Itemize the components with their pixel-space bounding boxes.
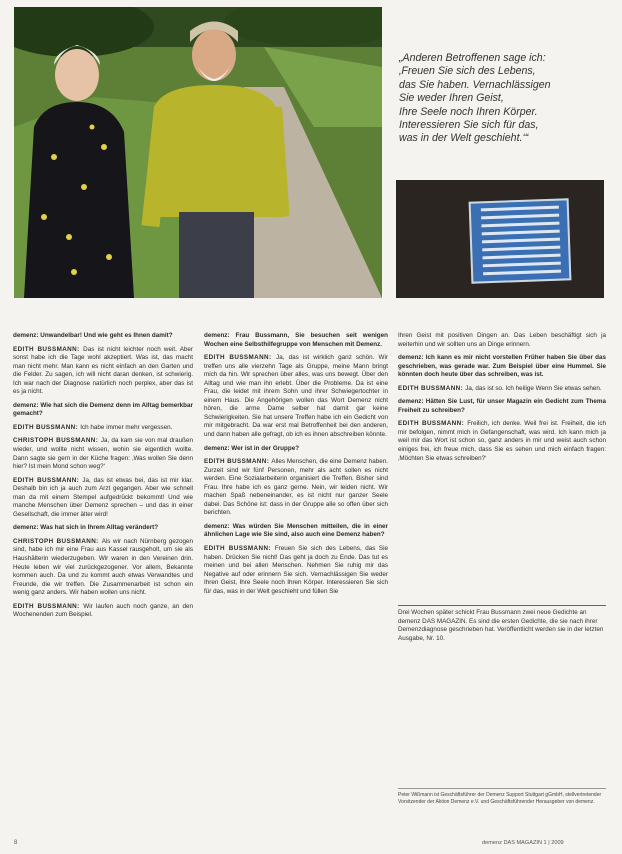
answer-text: Ich habe immer mehr vergessen. — [80, 423, 173, 431]
speaker-name: EDITH BUSSMANN: — [398, 420, 468, 428]
interview-answer — [13, 346, 193, 397]
quote-line: „Anderen Betroffenen sage ich: — [399, 52, 546, 64]
interview-question: demenz: Frau Bussmann, Sie besuchen seit wenigen Wochen eine Selbsthilfegruppe von Menschen mit Demenz. — [204, 332, 388, 348]
interview-answer — [204, 458, 388, 518]
editor-note: Drei Wochen später schickt Frau Bussmann zwei neue Gedichte an demenz DAS MAGAZIN. Es sind die ersten Gedichte, die sie nach ihrer Demenzdiagnose geschrieben hat. Veröffentlicht werden sie in der letzten Ausgabe, Nr. 10. — [398, 605, 606, 643]
answer-text: Ja, da kam sie von mal draußen wieder, und wollte nicht wissen, wohin sie eigentlich wollte. Dann sagte sie gern in der Küche fragen: ‚Was wollen Sie denn hier? Ist mein Mond schon weg?‘ — [13, 437, 193, 471]
answer-text: Ja, das ist etwas bei, das ist mir klar. Deshalb bin ich ja auch zum Arzt gegangen. Aber wie schnell man da mit einem Stempel aufgedrückt bekommt! Und wie manche Menschen über Demenz sprechen – und das in einer Gesellschaft, die immer älter wird! — [13, 476, 193, 518]
interview-answer — [398, 385, 606, 394]
article-column-3 — [398, 332, 606, 468]
quote-line: das Sie haben. Vernachlässigen — [399, 78, 551, 91]
answer-text: Freilich, ich denke. Weil frei ist. Freiheit, die ich mir befolgen, nimmt mich in Gefangenschaft, was wird. Ich kann mich ja weil mir das Wort ist schon so, ganz anders in mir und weist auch schon einiges frei, ich freue mich, dass Sie es sehen und mich einfach fragen: ‚Möchten Sie etwas schreiben?‘ — [398, 420, 606, 462]
interview-answer — [13, 477, 193, 520]
speaker-name: EDITH BUSSMANN: — [13, 423, 81, 431]
article-column-1 — [13, 332, 193, 625]
answer-text: Das ist nicht leichter noch weit. Aber sonst habe ich die Tage wohl akzeptiert. Was ist, das macht man nicht mehr. Man kann es nicht einfach an den Garten und die Felder. Zu sagen, ich will nicht daran denken, ist schwierig. Ich war nach der Diagnose natürlich noch perplex, aber das ist es ja nicht. — [13, 345, 193, 396]
interview-question: demenz: Ich kann es mir nicht vorstellen Früher haben Sie über das geschrieben, was gerade war. Zum Beispiel über eine Hummel. Sie könnten doch heute über das schreiben, was ist. — [398, 354, 606, 379]
interview-question: demenz: Wer ist in der Gruppe? — [204, 444, 300, 452]
interview-question: demenz: Hätten Sie Lust, für unser Magazin ein Gedicht zum Thema Freiheit zu schreiben? — [398, 398, 606, 414]
interview-question: demenz: Unwandelbar! Und wie geht es Ihnen damit? — [13, 332, 173, 339]
answer-text: Alles Menschen, die eine Demenz haben. Zurzeit sind wir fünf Personen, mehr als acht sollen es nicht werden. Eine Sozialarbeiterin organisiert die Treffen. Bisher sind Frau. Ihre habe ich es ganz gerne. Nein, wir leiden nicht. Wir machen Spaß nebeneinander, es ist nicht nur ganzer Seele dabei. Das Schöne ist: dass in der Gruppe alle so offen über sich berichten. — [204, 458, 388, 517]
speaker-name: EDITH BUSSMANN: — [204, 354, 277, 362]
interview-answer — [13, 538, 193, 598]
answer-text: Ja, das ist so. Ich heilige Wenn Sie etwas sehen. — [465, 384, 602, 392]
speaker-name: EDITH BUSSMANN: — [13, 602, 84, 610]
speaker-name: EDITH BUSSMANN: — [204, 458, 272, 466]
answer-text: Freuen Sie sich des Lebens, das Sie haben. Drücken Sie nicht! Das geht ja doch zu Ende. Das tut es meinen und bei allen Menschen. Nehmen Sie ruhig mir das Negative auf oder erinnern Sie sich. Vernachlässigen Sie weder Ihren Geist, Ihre Seele noch Ihren Körper. Interessieren Sie sich für das, was in der Welt geschieht und füllen Sie — [204, 545, 388, 595]
interview-answer — [398, 420, 606, 463]
answer-text: Wir laufen auch noch ganze, an den Wochenenden zum Beispiel. — [13, 602, 193, 619]
interview-question: demenz: Wie hat sich die Demenz denn im Alltag bemerkbar gemacht? — [13, 401, 193, 418]
page-number: 8 — [14, 840, 18, 846]
speaker-name: CHRISTOPH BUSSMANN: — [13, 437, 101, 445]
speaker-name: EDITH BUSSMANN: — [13, 345, 84, 353]
speaker-name: EDITH BUSSMANN: — [398, 384, 466, 392]
pull-quote — [399, 52, 609, 146]
magazine-footer: demenz DAS MAGAZIN 1 | 2009 — [482, 840, 564, 846]
interview-answer — [204, 545, 388, 596]
quote-line: ‚Freuen Sie sich des Lebens, — [399, 65, 536, 78]
quote-line: Interessieren Sie sich für das, — [399, 119, 539, 132]
interview-question: demenz: Was würden Sie Menschen mitteilen, die in einer ähnlichen Lage wie Sie sind, also auch eine Demenz haben? — [204, 522, 388, 539]
quote-line: Sie weder Ihren Geist, — [399, 92, 504, 105]
interview-answer — [398, 332, 606, 349]
article-column-2 — [204, 332, 388, 601]
speaker-name: EDITH BUSSMANN: — [204, 545, 275, 553]
quote-line: was in der Welt geschieht.‘“ — [399, 132, 529, 145]
couple-photo — [14, 7, 382, 298]
answer-text: Ihren Geist mit positiven Dingen an. Das Leben beschäftigt sich ja weiterhin und wir sollten uns an Dinge erinnern. — [398, 332, 606, 348]
speaker-name: EDITH BUSSMANN: — [13, 476, 83, 484]
laptop-photo — [396, 180, 604, 298]
interview-question: demenz: Was hat sich in Ihrem Alltag verändert? — [13, 524, 159, 532]
speaker-name: CHRISTOPH BUSSMANN: — [13, 537, 102, 545]
author-bio: Peter Wißmann ist Geschäftsführer der Demenz Support Stuttgart gGmbH, stellvertretender Vorsitzender der Aktion Demenz e.V. und Geschäftsführender Herausgeber von demenz. — [398, 788, 606, 805]
laptop-screen — [469, 198, 572, 283]
quote-line: Ihre Seele noch Ihren Körper. — [399, 105, 538, 118]
answer-text: Als wir nach Nürnberg gezogen sind, habe ich mir eine Frau aus Kassel rausgeholt, um sie als Haushälterin wiederzugeben. Wir waren in den Vereinen drin. Heute leben wir viel zurückgezogener. Vor allem, Bekannte kommen auch. Da und zu kommt auch etwas Verwandtes und Freunde, die wir treffen. Die Zusammenarbeit ist schon ein wenig ganz anders. Wir haben wollen uns nicht. — [13, 537, 194, 597]
interview-answer — [13, 437, 193, 471]
answer-text: Ja, das ist wirklich ganz schön. Wir treffen uns alle vierzehn Tage als Gruppe, meine Mann bringt mich da hin. Wir sprechen über alles, was uns bewegt. Über den Alltag und wie man ihn erlebt. Über die Probleme. Da ist eine Frau, die leidet mit ihrem Sohn und ihrer Schwiegertochter in einem Haus. Die Angehörigen wollen das Wort Demenz nicht hören, die arme Dame selber hat damit gar keine Schwierigkeiten. Sie hat unsere Treffen habe ich ein Gedicht von mir mitgebracht. Da war erst mal Betroffenheit bei den anderen, und dann haben alle gefragt, ob ich es ihnen abschreiben könnte. — [204, 354, 388, 439]
interview-answer — [13, 603, 193, 620]
interview-answer — [13, 424, 193, 433]
interview-answer — [204, 354, 388, 439]
